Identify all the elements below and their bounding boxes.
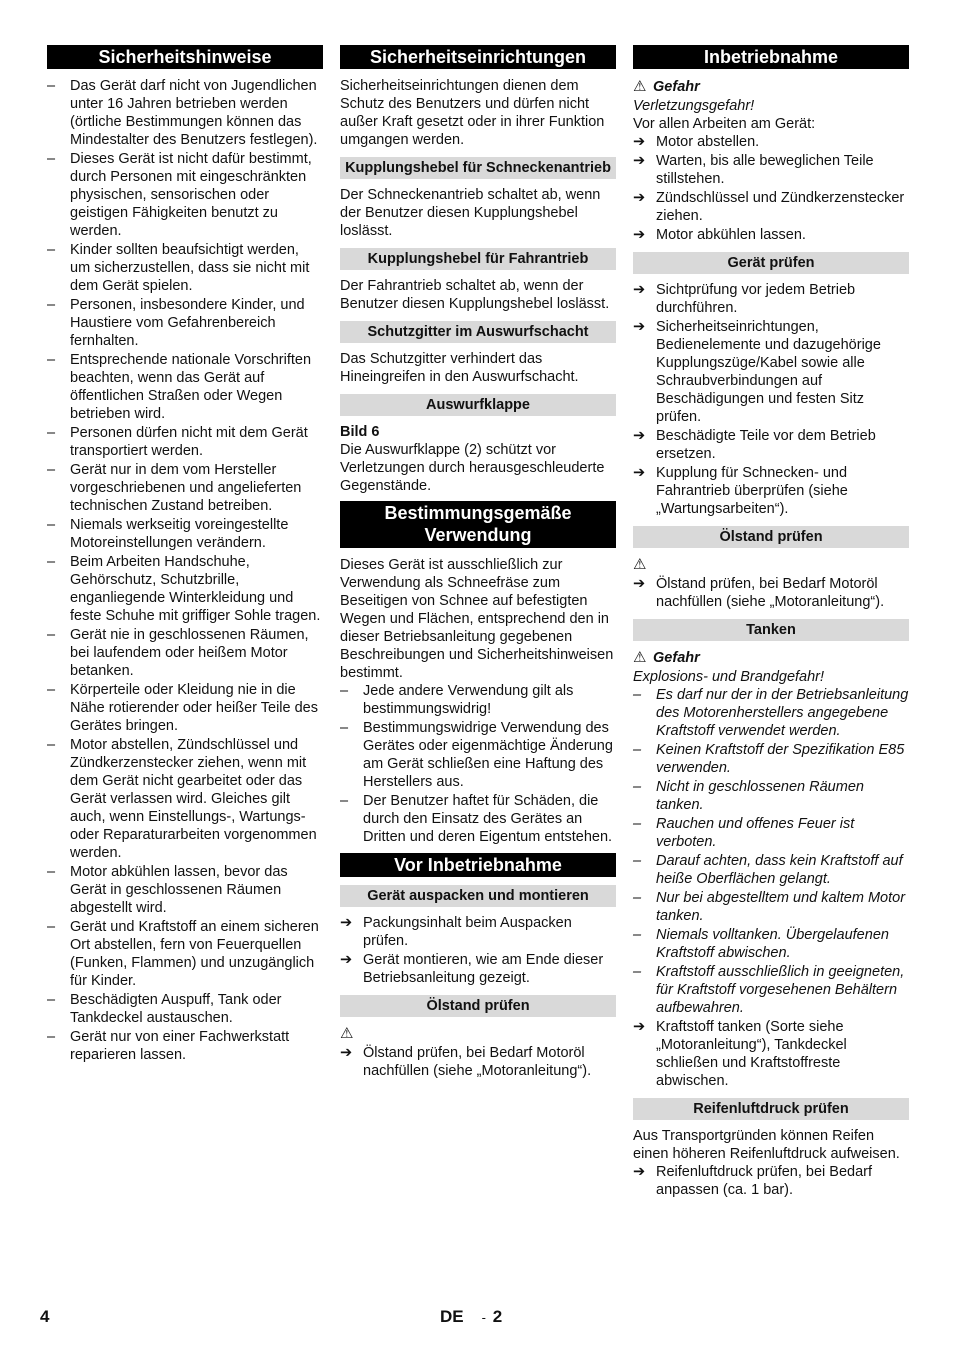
dash-bullet: – [47, 554, 56, 570]
dash-bullet: – [633, 816, 642, 832]
language-code: DE [440, 1307, 464, 1326]
dash-bullet: – [340, 683, 349, 699]
list-item [47, 424, 323, 460]
list-item [47, 918, 323, 990]
arrow-right-icon: ➔ [633, 576, 646, 592]
fuel-instruction-list [633, 1018, 909, 1090]
list-item-text: Körperteile oder Kleidung nie in die Nähe rotierender oder heißer Teile des Gerätes bringen. [70, 682, 318, 734]
list-item-text: Gerät nur in dem vom Hersteller vorgeschriebenen und angelieferten technischen Zustand betreiben. [70, 462, 302, 514]
list-item [340, 682, 616, 718]
dash-bullet: – [47, 462, 56, 478]
danger-label: Gefahr [653, 650, 700, 666]
subheading-oelstand-pruefen-1: Ölstand prüfen [340, 995, 616, 1017]
dash-bullet: – [47, 992, 56, 1008]
list-item [47, 553, 323, 625]
safety-notes-list [47, 77, 323, 1064]
list-item [47, 77, 323, 149]
section-heading-vor-inbetriebnahme: Vor Inbetriebnahme [340, 853, 616, 877]
list-item [633, 427, 909, 463]
list-item-text: Gerät nur von einer Fachwerkstatt reparieren lassen. [70, 1029, 290, 1063]
list-item-text: Personen, insbesondere Kinder, und Haustiere vom Gefahrenbereich fernhalten. [70, 297, 305, 349]
kupplungshebel-schnecke-text: Der Schneckenantrieb schaltet ab, wenn der Benutzer diesen Kupplungshebel loslässt. [340, 187, 601, 239]
list-item-text: Dieses Gerät ist nicht dafür bestimmt, durch Personen mit eingeschränkten physischen, sensorischen oder geistigen Fähigkeiten benutzt zu werden. [70, 151, 312, 239]
dash-bullet: – [633, 687, 642, 703]
dash-bullet: – [633, 853, 642, 869]
dash-bullet: – [47, 682, 56, 698]
dash-bullet: – [633, 742, 642, 758]
section-heading-sicherheitshinweise: Sicherheitshinweise [47, 45, 323, 69]
tire-pressure-text: Aus Transportgründen können Reifen einen höheren Reifenluftdruck aufweisen. [633, 1128, 900, 1162]
list-item [340, 719, 616, 791]
subheading-auswurfklappe: Auswurfklappe [340, 394, 616, 416]
list-item [47, 296, 323, 350]
dash-bullet: – [340, 720, 349, 736]
list-item [633, 464, 909, 518]
list-item [633, 926, 909, 962]
kupplungshebel-fahrantrieb-text: Der Fahrantrieb schaltet ab, wenn der Benutzer diesen Kupplungshebel loslässt. [340, 278, 610, 312]
list-item-text: Sichtprüfung vor jedem Betrieb durchführen. [656, 282, 856, 316]
dash-bullet: – [47, 864, 56, 880]
list-item-text: Niemals werkseitig voreingestellte Motoreinstellungen verändern. [70, 517, 289, 551]
list-item-text: Kraftstoff tanken (Sorte siehe „Motoranleitung“), Tankdeckel schließen und Kraftstoffreste abwischen. [656, 1019, 847, 1089]
dash-bullet: – [47, 78, 56, 94]
intended-use-list [340, 682, 616, 846]
dash-bullet: – [633, 964, 642, 980]
list-item-text: Ölstand prüfen, bei Bedarf Motoröl nachfüllen (siehe „Motoranleitung“). [656, 576, 885, 610]
list-item [633, 852, 909, 888]
dash-bullet: – [47, 297, 56, 313]
arrow-right-icon: ➔ [633, 134, 646, 150]
list-item-text: Packungsinhalt beim Auspacken prüfen. [363, 915, 572, 949]
arrow-right-icon: ➔ [633, 190, 646, 206]
list-item [633, 575, 909, 611]
list-item [633, 889, 909, 925]
list-item-text: Nicht in geschlossenen Räumen tanken. [656, 779, 864, 813]
subheading-reifenluftdruck: Reifenluftdruck prüfen [633, 1098, 909, 1120]
list-item-text: Gerät nie in geschlossenen Räumen, bei laufendem oder heißem Motor betanken. [70, 627, 309, 679]
device-check-list [633, 281, 909, 518]
dash-bullet: – [47, 517, 56, 533]
warning-icon: ⚠ [340, 1025, 354, 1042]
list-item-text: Motor abstellen. [656, 134, 760, 150]
list-item-text: Warten, bis alle beweglichen Teile stillstehen. [656, 153, 874, 187]
arrow-right-icon: ➔ [633, 227, 646, 243]
warning-triangle-icon: ⚠ [633, 78, 647, 95]
list-item [47, 626, 323, 680]
list-item [633, 133, 909, 151]
list-item-text: Motor abkühlen lassen. [656, 227, 806, 243]
dash-bullet: – [633, 927, 642, 943]
list-item [633, 226, 909, 244]
figure-reference: Bild 6 [340, 424, 380, 440]
list-item-text: Darauf achten, dass kein Kraftstoff auf heiße Oberflächen gelangt. [656, 853, 903, 887]
oil-check-list-1 [340, 1044, 616, 1080]
dash-bullet: – [47, 737, 56, 753]
arrow-right-icon: ➔ [633, 153, 646, 169]
dash-bullet: – [47, 627, 56, 643]
warning-triangle-icon: ⚠ [633, 649, 647, 666]
list-item [633, 963, 909, 1017]
list-item [633, 189, 909, 225]
list-item-text: Personen dürfen nicht mit dem Gerät transportiert werden. [70, 425, 308, 459]
arrow-right-icon: ➔ [340, 915, 353, 931]
list-item-text: Beschädigten Auspuff, Tank oder Tankdeckel austauschen. [70, 992, 282, 1026]
list-item-text: Gerät und Kraftstoff an einem sicheren Ort abstellen, fern von Feuerquellen (Funken, Flammen) und unzugänglich für Kinder. [70, 919, 319, 989]
list-item [633, 741, 909, 777]
dash-bullet: – [47, 151, 56, 167]
dash-bullet: – [47, 352, 56, 368]
arrow-right-icon: ➔ [633, 319, 646, 335]
dash-bullet: – [47, 919, 56, 935]
arrow-right-icon: ➔ [340, 1045, 353, 1061]
list-item [340, 1044, 616, 1080]
subheading-kupplungshebel-fahrantrieb: Kupplungshebel für Fahrantrieb [340, 248, 616, 270]
list-item [47, 1028, 323, 1064]
dash-bullet: – [47, 1029, 56, 1045]
list-item-text: Bestimmungswidrige Verwendung des Gerätes oder eigenmächtige Änderung am Gerät schließen eine Haftung des Herstellers aus. [363, 720, 613, 790]
oil-check-list-2 [633, 575, 909, 611]
tire-pressure-list [633, 1163, 909, 1199]
list-item-text: Beim Arbeiten Handschuhe, Gehörschutz, Schutzbrille, enganliegende Winterkleidung und feste Schuhe mit griffiger Sohle tragen. [70, 554, 321, 624]
dash-bullet: – [633, 779, 642, 795]
list-item-text: Jede andere Verwendung gilt als bestimmungswidrig! [363, 683, 574, 717]
list-item [633, 281, 909, 317]
list-item [633, 686, 909, 740]
list-item-text: Ölstand prüfen, bei Bedarf Motoröl nachfüllen (siehe „Motoranleitung“). [363, 1045, 592, 1079]
arrow-right-icon: ➔ [633, 1164, 646, 1180]
danger-warning-1 [633, 77, 909, 97]
list-item-text: Rauchen und offenes Feuer ist verboten. [656, 816, 855, 850]
list-item-text: Kinder sollten beaufsichtigt werden, um sicherzustellen, dass sie nicht mit dem Gerät spielen. [70, 242, 310, 294]
list-item-text: Beschädigte Teile vor dem Betrieb ersetzen. [656, 428, 876, 462]
list-item [47, 241, 323, 295]
list-item [340, 951, 616, 987]
list-item [633, 1018, 909, 1090]
arrow-right-icon: ➔ [633, 282, 646, 298]
list-item [47, 150, 323, 240]
list-item-text: Nur bei abgestelltem und kaltem Motor tanken. [656, 890, 906, 924]
danger-warning-2 [633, 648, 909, 668]
list-item-text: Sicherheitseinrichtungen, Bedienelemente und dazugehörige Kupplungszüge/Kabel sowie alle Schraubverbindungen auf Beschädigungen und festen Sitz prüfen. [656, 319, 881, 425]
list-item-text: Der Benutzer haftet für Schäden, die durch den Einsatz des Gerätes an Dritten und deren Eigentum entstehen. [363, 793, 613, 845]
danger-injury-text: Verletzungsgefahr! [633, 98, 755, 114]
fuel-safety-list [633, 686, 909, 1017]
warning-icon: ⚠ [633, 556, 647, 573]
list-item [47, 681, 323, 735]
subheading-schutzgitter: Schutzgitter im Auswurfschacht [340, 321, 616, 343]
page-number: 4 [40, 1307, 50, 1326]
section-heading-sicherheitseinrichtungen: Sicherheitseinrichtungen [340, 45, 616, 69]
list-item-text: Keinen Kraftstoff der Spezifikation E85 verwenden. [656, 742, 905, 776]
subheading-geraet-pruefen: Gerät prüfen [633, 252, 909, 274]
arrow-right-icon: ➔ [633, 465, 646, 481]
footer-separator: - [481, 1310, 486, 1325]
intended-use-text: Dieses Gerät ist ausschließlich zur Verwendung als Schneefräse zum Beseitigen von Schnee auf befestigten Wegen und Flächen, entsprechend den in dieser Betriebsanleitung gegebenen Beschreibungen und Sicherheitshinweisen bestimmt. [340, 557, 614, 681]
arrow-right-icon: ➔ [633, 428, 646, 444]
list-item-text: Niemals volltanken. Übergelaufenen Kraftstoff abwischen. [656, 927, 889, 961]
list-item-text: Kraftstoff ausschließlich in geeigneten, für Kraftstoff vorgesehenen Behältern aufbewahren. [656, 964, 905, 1016]
list-item-text: Gerät montieren, wie am Ende dieser Betriebsanleitung gezeigt. [363, 952, 604, 986]
list-item [47, 991, 323, 1027]
before-work-text: Vor allen Arbeiten am Gerät: [633, 116, 816, 132]
dash-bullet: – [633, 890, 642, 906]
subheading-oelstand-pruefen-2: Ölstand prüfen [633, 526, 909, 548]
danger-fire-text: Explosions- und Brandgefahr! [633, 669, 825, 685]
footer-language-page [440, 1307, 502, 1327]
unpack-list [340, 914, 616, 987]
column-safety-devices [340, 45, 616, 1081]
list-item [47, 736, 323, 862]
list-item-text: Kupplung für Schnecken- und Fahrantrieb überprüfen (siehe „Wartungsarbeiten“). [656, 465, 848, 517]
section-heading-inbetriebnahme: Inbetriebnahme [633, 45, 909, 69]
danger-label: Gefahr [653, 79, 700, 95]
arrow-right-icon: ➔ [633, 1019, 646, 1035]
list-item-text: Das Gerät darf nicht von Jugendlichen unter 16 Jahren betrieben werden (örtliche Bestimmungen können das Mindestalter des Benutzers festlegen). [70, 78, 318, 148]
before-work-list [633, 133, 909, 244]
column-commissioning [633, 45, 909, 1200]
list-item [633, 815, 909, 851]
dash-bullet: – [47, 242, 56, 258]
subheading-tanken: Tanken [633, 619, 909, 641]
list-item [340, 914, 616, 950]
auswurfklappe-text: Die Auswurfklappe (2) schützt vor Verletzungen durch herausgeschleuderte Gegenstände. [340, 442, 605, 494]
safety-devices-intro: Sicherheitseinrichtungen dienen dem Schutz des Benutzers und dürfen nicht außer Kraft gesetzt oder in ihrer Funktion umgangen werden. [340, 78, 605, 148]
subheading-auspacken-montieren: Gerät auspacken und montieren [340, 885, 616, 907]
list-item [633, 318, 909, 426]
list-item [47, 461, 323, 515]
list-item-text: Motor abkühlen lassen, bevor das Gerät in geschlossenen Räumen abgestellt wird. [70, 864, 288, 916]
list-item [633, 152, 909, 188]
section-heading-bestimmungsgemaesse-verwendung: Bestimmungsgemäße Verwendung [340, 501, 616, 548]
list-item [633, 1163, 909, 1199]
sub-page-number: 2 [492, 1307, 503, 1326]
list-item [47, 863, 323, 917]
list-item [633, 778, 909, 814]
list-item [47, 516, 323, 552]
list-item [47, 351, 323, 423]
subheading-kupplungshebel-schnecke: Kupplungshebel für Schneckenantrieb [340, 157, 616, 179]
schutzgitter-text: Das Schutzgitter verhindert das Hineingreifen in den Auswurfschacht. [340, 351, 579, 385]
list-item [340, 792, 616, 846]
arrow-right-icon: ➔ [340, 952, 353, 968]
list-item-text: Motor abstellen, Zündschlüssel und Zündkerzenstecker ziehen, wenn mit dem Gerät nicht gearbeitet oder das Gerät verlassen wird. Gleiches gilt auch, wenn Einstellungs-, Wartungs- oder Reparaturarbeiten vorgenommen werden. [70, 737, 317, 861]
dash-bullet: – [47, 425, 56, 441]
list-item-text: Reifenluftdruck prüfen, bei Bedarf anpassen (ca. 1 bar). [656, 1164, 873, 1198]
list-item-text: Entsprechende nationale Vorschriften beachten, wenn das Gerät auf öffentlichen Straßen oder Wegen betrieben wird. [70, 352, 312, 422]
column-safety-notes [47, 45, 323, 1065]
list-item-text: Es darf nur der in der Betriebsanleitung des Motorenherstellers angegebene Kraftstoff verwendet werden. [656, 687, 909, 739]
list-item-text: Zündschlüssel und Zündkerzenstecker ziehen. [656, 190, 905, 224]
dash-bullet: – [340, 793, 349, 809]
